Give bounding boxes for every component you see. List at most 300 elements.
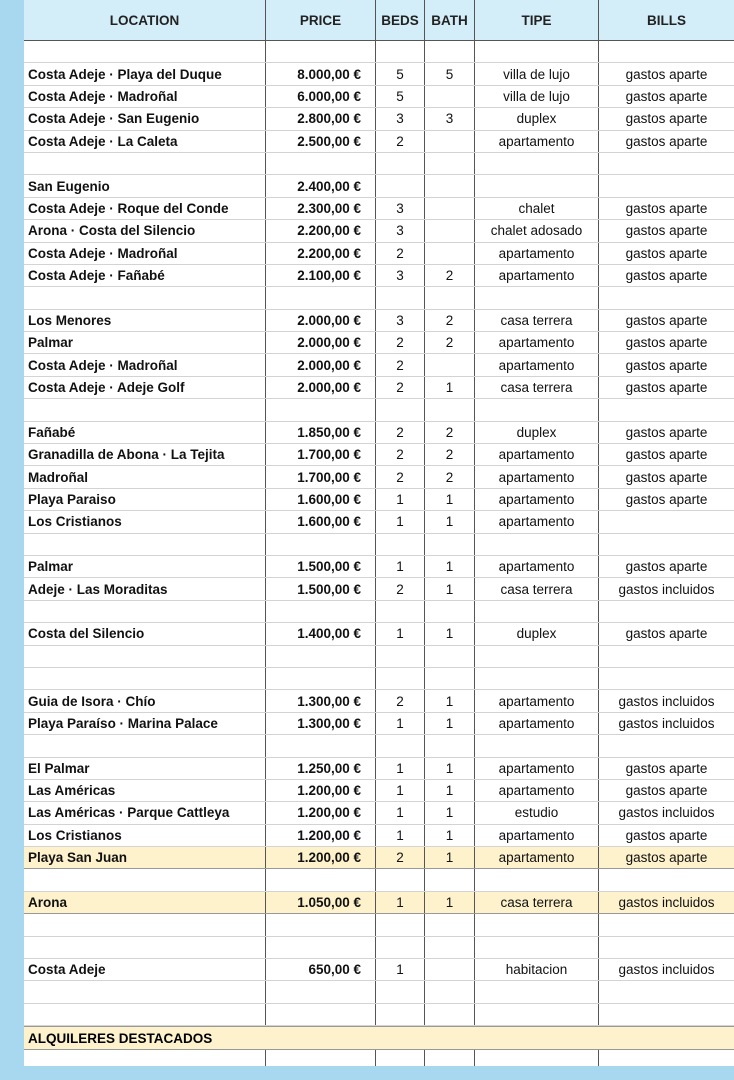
cell-beds[interactable]: 2	[376, 578, 425, 599]
cell-bills[interactable]	[599, 981, 734, 1002]
cell-price[interactable]: 2.100,00 €	[266, 265, 376, 286]
cell-beds[interactable]	[376, 1004, 425, 1025]
header-bath[interactable]: BATH	[425, 0, 475, 40]
cell-price[interactable]: 1.250,00 €	[266, 758, 376, 779]
cell-tipe[interactable]: villa de lujo	[475, 86, 599, 107]
cell-beds[interactable]: 2	[376, 422, 425, 443]
cell-location[interactable]: Fañabé	[24, 422, 266, 443]
cell-tipe[interactable]: apartamento	[475, 265, 599, 286]
cell-tipe[interactable]: apartamento	[475, 466, 599, 487]
cell-bath[interactable]	[425, 153, 475, 174]
cell-beds[interactable]: 2	[376, 444, 425, 465]
cell-price[interactable]: 6.000,00 €	[266, 86, 376, 107]
cell-bills[interactable]: gastos aparte	[625, 312, 708, 328]
cell-beds[interactable]	[376, 287, 425, 308]
cell-tipe[interactable]: apartamento	[475, 354, 599, 375]
cell-location[interactable]	[24, 646, 266, 667]
cell-tipe[interactable]: apartamento	[475, 780, 599, 801]
cell-beds[interactable]: 2	[376, 690, 425, 711]
cell-tipe[interactable]	[475, 399, 599, 420]
cell-bath[interactable]: 1	[425, 556, 475, 577]
cell-bills[interactable]: gastos aparte	[625, 200, 708, 216]
cell-price[interactable]	[266, 601, 376, 622]
cell-location[interactable]	[24, 914, 266, 935]
table-row	[24, 959, 734, 981]
cell-bills[interactable]: gastos aparte	[625, 827, 708, 843]
cell-location[interactable]: Playa Paraiso	[24, 489, 266, 510]
cell-tipe[interactable]	[475, 601, 599, 622]
cell-tipe[interactable]: apartamento	[475, 713, 599, 734]
cell-beds[interactable]: 3	[376, 265, 425, 286]
cell-price[interactable]: 1.300,00 €	[266, 690, 376, 711]
table-row	[24, 354, 734, 376]
header-tipe[interactable]: TIPE	[475, 0, 599, 40]
cell-tipe[interactable]	[475, 175, 599, 196]
cell-location[interactable]	[24, 41, 266, 62]
cell-tipe[interactable]: casa terrera	[475, 892, 599, 913]
cell-beds[interactable]	[376, 646, 425, 667]
cell-location[interactable]	[24, 981, 266, 1002]
cell-beds[interactable]	[376, 399, 425, 420]
cell-bath[interactable]	[425, 399, 475, 420]
cell-location[interactable]	[24, 735, 266, 756]
cell-price[interactable]: 8.000,00 €	[266, 63, 376, 84]
cell-location[interactable]: Guia de Isora · Chío	[24, 690, 266, 711]
table-row	[24, 981, 734, 1003]
cell-tipe[interactable]	[475, 914, 599, 935]
cell-bath[interactable]	[425, 86, 475, 107]
cell-price[interactable]	[266, 981, 376, 1002]
cell-price[interactable]: 1.700,00 €	[266, 466, 376, 487]
cell-tipe[interactable]: casa terrera	[475, 578, 599, 599]
cell-bath[interactable]	[425, 668, 475, 689]
cell-price[interactable]: 2.000,00 €	[266, 332, 376, 353]
cell-tipe[interactable]	[475, 287, 599, 308]
cell-price[interactable]: 1.300,00 €	[266, 713, 376, 734]
cell-tipe[interactable]: chalet adosado	[475, 220, 599, 241]
cell-location[interactable]: Madroñal	[24, 466, 266, 487]
cell-bath[interactable]: 1	[425, 892, 475, 913]
cell-bills[interactable]	[599, 175, 734, 196]
header-location[interactable]: LOCATION	[24, 0, 266, 40]
cell-location[interactable]	[24, 287, 266, 308]
table-row	[24, 758, 734, 780]
cell-bath[interactable]	[425, 981, 475, 1002]
table-row	[24, 847, 734, 869]
cell-tipe[interactable]	[475, 534, 599, 555]
cell-location[interactable]: Playa San Juan	[24, 847, 266, 868]
cell-bath[interactable]	[425, 959, 475, 980]
cell-price[interactable]	[266, 735, 376, 756]
cell-bath[interactable]	[425, 735, 475, 756]
cell-location[interactable]: Los Menores	[24, 310, 266, 331]
cell-bath[interactable]: 1	[425, 511, 475, 532]
table-row	[24, 265, 734, 287]
cell-bills[interactable]: gastos incluidos	[618, 581, 715, 597]
cell-tipe[interactable]: apartamento	[475, 489, 599, 510]
cell-beds[interactable]: 2	[376, 131, 425, 152]
cell-bath[interactable]	[425, 646, 475, 667]
cell-beds[interactable]: 1	[376, 713, 425, 734]
cell-bath[interactable]: 1	[425, 578, 475, 599]
cell-tipe[interactable]	[475, 981, 599, 1002]
cell-bath[interactable]: 2	[425, 265, 475, 286]
cell-bills[interactable]: gastos aparte	[625, 760, 708, 776]
cell-bath[interactable]: 5	[425, 63, 475, 84]
cell-price[interactable]: 2.000,00 €	[266, 310, 376, 331]
cell-price[interactable]: 1.400,00 €	[266, 623, 376, 644]
cell-bath[interactable]: 1	[425, 825, 475, 846]
cell-bath[interactable]: 1	[425, 489, 475, 510]
table-row	[24, 310, 734, 332]
cell-beds[interactable]: 1	[376, 511, 425, 532]
header-beds[interactable]: BEDS	[376, 0, 425, 40]
cell-tipe[interactable]: habitacion	[475, 959, 599, 980]
cell-location[interactable]: Costa Adeje · Adeje Golf	[24, 377, 266, 398]
table-row	[24, 86, 734, 108]
cell-beds[interactable]: 5	[376, 86, 425, 107]
cell-bills[interactable]: gastos aparte	[625, 268, 708, 284]
cell-price[interactable]: 2.800,00 €	[266, 108, 376, 129]
cell-location[interactable]: Los Cristianos	[24, 511, 266, 532]
cell-price[interactable]: 1.200,00 €	[266, 847, 376, 868]
cell-tipe[interactable]: apartamento	[475, 243, 599, 264]
cell-tipe[interactable]: apartamento	[475, 131, 599, 152]
cell-price[interactable]	[266, 41, 376, 62]
cell-tipe[interactable]	[475, 646, 599, 667]
cell-price[interactable]: 1.600,00 €	[266, 489, 376, 510]
cell-bath[interactable]: 1	[425, 623, 475, 644]
cell-bills[interactable]	[599, 937, 734, 958]
cell-beds[interactable]	[376, 937, 425, 958]
cell-tipe[interactable]: apartamento	[475, 332, 599, 353]
cell-price[interactable]: 1.200,00 €	[266, 780, 376, 801]
cell-price[interactable]: 2.500,00 €	[266, 131, 376, 152]
cell-location[interactable]: Costa Adeje · Madroñal	[24, 354, 266, 375]
cell-price[interactable]: 2.000,00 €	[266, 354, 376, 375]
cell-beds[interactable]	[376, 601, 425, 622]
cell-beds[interactable]: 2	[376, 354, 425, 375]
table-row	[24, 713, 734, 735]
cell-price[interactable]	[266, 399, 376, 420]
cell-bills[interactable]: gastos aparte	[625, 111, 708, 127]
table-row	[24, 108, 734, 130]
cell-location[interactable]: Costa Adeje · Fañabé	[24, 265, 266, 286]
cell-beds[interactable]: 2	[376, 466, 425, 487]
cell-tipe[interactable]	[475, 869, 599, 890]
cell-bills[interactable]: gastos aparte	[625, 559, 708, 575]
cell-bills[interactable]: gastos aparte	[625, 380, 708, 396]
cell-beds[interactable]	[376, 534, 425, 555]
cell-bath[interactable]: 3	[425, 108, 475, 129]
cell-bills[interactable]	[599, 399, 734, 420]
cell-beds[interactable]: 1	[376, 758, 425, 779]
cell-price[interactable]	[266, 646, 376, 667]
cell-bills[interactable]	[599, 511, 734, 532]
cell-location[interactable]: Adeje · Las Moraditas	[24, 578, 266, 599]
table-row	[24, 466, 734, 488]
cell-price[interactable]: 1.050,00 €	[266, 892, 376, 913]
cell-bath[interactable]	[425, 1004, 475, 1025]
cell-bills[interactable]: gastos incluidos	[618, 962, 715, 978]
table-row	[24, 198, 734, 220]
cell-tipe[interactable]: chalet	[475, 198, 599, 219]
cell-location[interactable]: Costa Adeje · Madroñal	[24, 86, 266, 107]
cell-bath[interactable]: 1	[425, 802, 475, 823]
cell-beds[interactable]: 1	[376, 780, 425, 801]
cell-location[interactable]: Playa Paraíso · Marina Palace	[24, 713, 266, 734]
cell-location[interactable]	[24, 534, 266, 555]
cell-bills[interactable]	[599, 668, 734, 689]
cell-bills[interactable]	[599, 914, 734, 935]
cell-location[interactable]	[24, 937, 266, 958]
cell-price[interactable]: 2.000,00 €	[266, 377, 376, 398]
cell-beds[interactable]: 1	[376, 892, 425, 913]
cell-bills[interactable]	[599, 534, 734, 555]
cell-location[interactable]: San Eugenio	[24, 175, 266, 196]
cell-price[interactable]	[266, 937, 376, 958]
cell-bills[interactable]: gastos aparte	[625, 88, 708, 104]
cell-bath[interactable]: 2	[425, 444, 475, 465]
cell-location[interactable]: Granadilla de Abona · La Tejita	[24, 444, 266, 465]
header-bills[interactable]: BILLS	[647, 12, 686, 28]
table-row	[24, 489, 734, 511]
cell-bath[interactable]: 1	[425, 780, 475, 801]
cell-location[interactable]: Costa Adeje · Playa del Duque	[24, 63, 266, 84]
cell-bills[interactable]: gastos aparte	[625, 245, 708, 261]
cell-beds[interactable]: 1	[376, 825, 425, 846]
cell-bath[interactable]: 2	[425, 332, 475, 353]
cell-beds[interactable]: 1	[376, 959, 425, 980]
cell-price[interactable]: 650,00 €	[266, 959, 376, 980]
cell-beds[interactable]: 5	[376, 63, 425, 84]
cell-price[interactable]	[266, 153, 376, 174]
cell-tipe[interactable]: apartamento	[475, 511, 599, 532]
cell-tipe[interactable]: apartamento	[475, 556, 599, 577]
table-row	[24, 802, 734, 824]
cell-bills[interactable]: gastos incluidos	[618, 895, 715, 911]
table-row	[24, 131, 734, 153]
cell-bills[interactable]: gastos aparte	[625, 66, 708, 82]
cell-location[interactable]: Costa Adeje · Madroñal	[24, 243, 266, 264]
cell-bills[interactable]: gastos aparte	[625, 626, 708, 642]
cell-beds[interactable]	[376, 175, 425, 196]
cell-beds[interactable]: 1	[376, 489, 425, 510]
cell-bills[interactable]: gastos incluidos	[618, 805, 715, 821]
cell-price[interactable]	[266, 1004, 376, 1025]
cell-bills[interactable]: gastos aparte	[625, 223, 708, 239]
cell-tipe[interactable]: duplex	[475, 422, 599, 443]
table-row	[24, 422, 734, 444]
cell-beds[interactable]: 2	[376, 377, 425, 398]
cell-tipe[interactable]: apartamento	[475, 444, 599, 465]
cell-bills[interactable]: gastos aparte	[625, 492, 708, 507]
cell-bath[interactable]: 2	[425, 310, 475, 331]
cell-bills[interactable]	[599, 869, 734, 890]
cell-bills[interactable]: gastos incluidos	[618, 693, 715, 709]
cell-price[interactable]: 1.500,00 €	[266, 578, 376, 599]
cell-location[interactable]: Arona	[24, 892, 266, 913]
cell-price[interactable]: 1.700,00 €	[266, 444, 376, 465]
cell-bills[interactable]	[599, 287, 734, 308]
cell-price[interactable]: 2.300,00 €	[266, 198, 376, 219]
cell-location[interactable]: Costa Adeje · La Caleta	[24, 131, 266, 152]
cell-beds[interactable]: 2	[376, 243, 425, 264]
cell-bath[interactable]: 2	[425, 422, 475, 443]
cell-location[interactable]	[24, 668, 266, 689]
cell-bills[interactable]: gastos aparte	[625, 783, 708, 799]
table-row	[24, 601, 734, 623]
cell-price[interactable]	[266, 534, 376, 555]
cell-beds[interactable]: 1	[376, 802, 425, 823]
cell-price[interactable]: 1.500,00 €	[266, 556, 376, 577]
cell-bath[interactable]	[425, 937, 475, 958]
featured-rentals-row[interactable]: ALQUILERES DESTACADOS	[24, 1026, 734, 1050]
cell-tipe[interactable]	[475, 41, 599, 62]
cell-price[interactable]: 2.200,00 €	[266, 243, 376, 264]
cell-beds[interactable]: 2	[376, 332, 425, 353]
cell-location[interactable]	[24, 153, 266, 174]
cell-location[interactable]: Los Cristianos	[24, 825, 266, 846]
cell-price[interactable]: 2.400,00 €	[266, 175, 376, 196]
table-row	[24, 332, 734, 354]
cell-beds[interactable]	[376, 41, 425, 62]
cell-bath[interactable]	[425, 534, 475, 555]
cell-beds[interactable]: 1	[376, 556, 425, 577]
cell-bath[interactable]	[425, 243, 475, 264]
cell-bath[interactable]	[425, 175, 475, 196]
cell-bath[interactable]: 1	[425, 713, 475, 734]
table-row	[24, 41, 734, 63]
cell-tipe[interactable]: villa de lujo	[475, 63, 599, 84]
cell-bath[interactable]	[425, 869, 475, 890]
cell-tipe[interactable]: duplex	[475, 108, 599, 129]
cell-beds[interactable]: 2	[376, 847, 425, 868]
cell-tipe[interactable]: duplex	[475, 623, 599, 644]
table-row	[24, 646, 734, 668]
cell-bills[interactable]: gastos aparte	[625, 469, 708, 485]
cell-beds[interactable]: 3	[376, 310, 425, 331]
cell-bills[interactable]: gastos aparte	[625, 850, 708, 866]
cell-bills[interactable]: gastos aparte	[625, 424, 708, 440]
cell-bills[interactable]: gastos incluidos	[618, 715, 715, 731]
cell-beds[interactable]	[376, 153, 425, 174]
cell-bath[interactable]: 1	[425, 847, 475, 868]
cell-bath[interactable]: 1	[425, 690, 475, 711]
cell-location[interactable]: Las Américas · Parque Cattleya	[24, 802, 266, 823]
table-row	[24, 735, 734, 757]
table-row	[24, 780, 734, 802]
cell-bath[interactable]: 2	[425, 466, 475, 487]
cell-location[interactable]	[24, 399, 266, 420]
cell-beds[interactable]	[376, 981, 425, 1002]
cell-price[interactable]: 2.200,00 €	[266, 220, 376, 241]
cell-location[interactable]: Arona · Costa del Silencio	[24, 220, 266, 241]
cell-bath[interactable]	[425, 914, 475, 935]
cell-bath[interactable]	[425, 354, 475, 375]
cell-bills[interactable]: gastos aparte	[625, 447, 708, 463]
cell-beds[interactable]	[376, 735, 425, 756]
table-row	[24, 220, 734, 242]
cell-tipe[interactable]	[475, 153, 599, 174]
cell-bath[interactable]: 1	[425, 377, 475, 398]
cell-location[interactable]: El Palmar	[24, 758, 266, 779]
cell-price[interactable]	[266, 287, 376, 308]
cell-price[interactable]	[266, 914, 376, 935]
cell-bath[interactable]	[425, 131, 475, 152]
table-header	[24, 0, 734, 41]
cell-location[interactable]: Palmar	[24, 556, 266, 577]
cell-bath[interactable]	[425, 41, 475, 62]
cell-tipe[interactable]: apartamento	[475, 825, 599, 846]
cell-beds[interactable]: 3	[376, 220, 425, 241]
cell-beds[interactable]	[376, 668, 425, 689]
table-row	[24, 1004, 734, 1026]
cell-beds[interactable]: 1	[376, 623, 425, 644]
cell-beds[interactable]	[376, 869, 425, 890]
cell-bills[interactable]	[599, 153, 734, 174]
cell-location[interactable]: Costa Adeje · Roque del Conde	[24, 198, 266, 219]
cell-tipe[interactable]: apartamento	[475, 690, 599, 711]
cell-bills[interactable]	[599, 41, 734, 62]
cell-price[interactable]: 1.200,00 €	[266, 802, 376, 823]
cell-beds[interactable]: 3	[376, 198, 425, 219]
cell-location[interactable]: Costa del Silencio	[24, 623, 266, 644]
cell-location[interactable]: Costa Adeje · San Eugenio	[24, 108, 266, 129]
cell-location[interactable]	[24, 601, 266, 622]
cell-bath[interactable]	[425, 601, 475, 622]
table-row	[24, 869, 734, 891]
cell-location[interactable]: Costa Adeje	[24, 959, 266, 980]
cell-tipe[interactable]	[475, 1004, 599, 1025]
cell-bills[interactable]: gastos aparte	[625, 335, 708, 351]
cell-price[interactable]: 1.200,00 €	[266, 825, 376, 846]
cell-tipe[interactable]: casa terrera	[475, 310, 599, 331]
cell-tipe[interactable]: estudio	[475, 802, 599, 823]
cell-location[interactable]	[24, 869, 266, 890]
table-row	[24, 668, 734, 690]
header-price[interactable]: PRICE	[266, 0, 376, 40]
cell-bath[interactable]	[425, 287, 475, 308]
cell-tipe[interactable]: casa terrera	[475, 377, 599, 398]
cell-tipe[interactable]	[475, 668, 599, 689]
cell-price[interactable]: 1.600,00 €	[266, 511, 376, 532]
cell-beds[interactable]: 3	[376, 108, 425, 129]
cell-bills[interactable]	[599, 1004, 734, 1025]
cell-bills[interactable]	[599, 646, 734, 667]
cell-bills[interactable]	[599, 735, 734, 756]
table-row	[24, 287, 734, 309]
table-row	[24, 892, 734, 914]
cell-price[interactable]	[266, 668, 376, 689]
cell-price[interactable]	[266, 869, 376, 890]
cell-bills[interactable]: gastos aparte	[625, 357, 708, 373]
cell-location[interactable]: Las Américas	[24, 780, 266, 801]
cell-price[interactable]: 1.850,00 €	[266, 422, 376, 443]
cell-tipe[interactable]: apartamento	[475, 758, 599, 779]
cell-location[interactable]: Palmar	[24, 332, 266, 353]
cell-tipe[interactable]	[475, 937, 599, 958]
cell-bath[interactable]	[425, 198, 475, 219]
cell-bath[interactable]: 1	[425, 758, 475, 779]
cell-bath[interactable]	[425, 220, 475, 241]
cell-beds[interactable]	[376, 914, 425, 935]
cell-tipe[interactable]	[475, 735, 599, 756]
cell-bills[interactable]	[599, 601, 734, 622]
cell-tipe[interactable]: apartamento	[475, 847, 599, 868]
cell-bills[interactable]: gastos aparte	[625, 133, 708, 149]
cell-location[interactable]	[24, 1004, 266, 1025]
